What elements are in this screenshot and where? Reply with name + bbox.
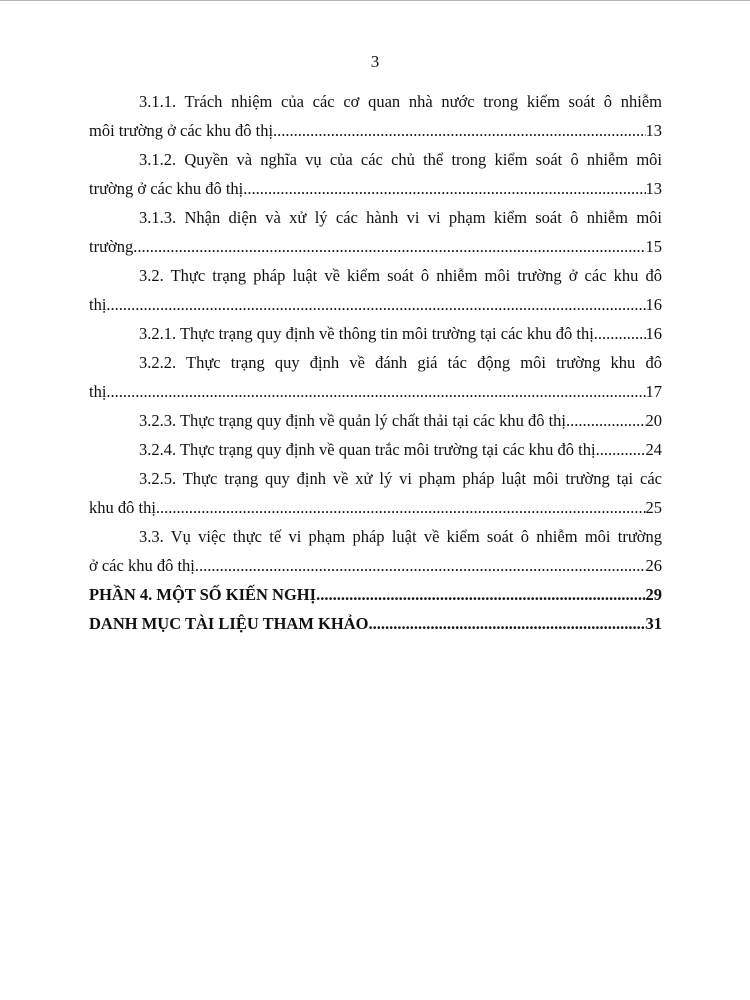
- dot-leader: [156, 493, 646, 522]
- toc-entry-title: DANH MỤC TÀI LIỆU THAM KHẢO: [89, 614, 369, 633]
- toc-entry-title-continued: môi trường ở các khu đô thị: [89, 121, 274, 140]
- toc-page-number: 20: [645, 411, 662, 430]
- toc-entry-3-1-1[interactable]: [89, 87, 662, 145]
- toc-entry-title-continued: thị: [89, 295, 107, 314]
- toc-entry-title: 3.2.3. Thực trạng quy định về quản lý chất thải tại các khu đô thị: [139, 411, 566, 430]
- toc-entry-title: 3.2.5. Thực trạng quy định về xử lý vi phạm pháp luật môi trường tại các: [139, 469, 662, 488]
- toc-page-number: 16: [645, 295, 662, 314]
- toc-entry-3-2[interactable]: [89, 261, 662, 319]
- toc-entry-title: 3.2. Thực trạng pháp luật về kiểm soát ô nhiễm môi trường ở các khu đô: [139, 266, 662, 285]
- toc-entry-title-continued: trường: [89, 237, 134, 256]
- dot-leader: [106, 377, 645, 406]
- toc-page-number: 29: [645, 585, 662, 604]
- toc-entry-3-2-5[interactable]: [89, 464, 662, 522]
- dot-leader: [133, 232, 645, 261]
- table-of-contents: [89, 87, 662, 638]
- toc-entry-3-2-1[interactable]: [89, 319, 662, 348]
- toc-page-number: 13: [645, 179, 662, 198]
- dot-leader: [195, 551, 646, 580]
- dot-leader: [596, 435, 646, 464]
- toc-page-number: 16: [645, 324, 662, 343]
- dot-leader: [368, 609, 645, 638]
- toc-entry-references[interactable]: [89, 609, 662, 638]
- toc-entry-title: 3.1.2. Quyền và nghĩa vụ của các chủ thể trong kiểm soát ô nhiễm môi: [139, 150, 662, 169]
- toc-entry-title: 3.3. Vụ việc thực tế vi phạm pháp luật về kiểm soát ô nhiễm môi trường: [139, 527, 662, 546]
- toc-entry-title-continued: ở các khu đô thị: [89, 556, 195, 575]
- toc-entry-3-2-4[interactable]: [89, 435, 662, 464]
- toc-entry-title: 3.1.3. Nhận diện và xử lý các hành vi vi phạm kiểm soát ô nhiễm môi: [139, 208, 662, 227]
- toc-entry-title: 3.2.2. Thực trạng quy định về đánh giá tác động môi trường khu đô: [139, 353, 662, 372]
- dot-leader: [106, 290, 645, 319]
- dot-leader: [316, 580, 645, 609]
- toc-page-number: 24: [645, 440, 662, 459]
- toc-entry-title-continued: trường ở các khu đô thị: [89, 179, 244, 198]
- toc-entry-part-4[interactable]: [89, 580, 662, 609]
- toc-page-number: 31: [645, 614, 662, 633]
- page-number: 3: [370, 52, 380, 71]
- toc-page-number: 25: [645, 498, 662, 517]
- toc-entry-3-3[interactable]: [89, 522, 662, 580]
- toc-entry-title-continued: khu đô thị: [89, 498, 156, 517]
- dot-leader: [594, 319, 646, 348]
- toc-entry-title: 3.2.1. Thực trạng quy định về thông tin môi trường tại các khu đô thị: [139, 324, 594, 343]
- toc-page-number: 26: [645, 556, 662, 575]
- toc-entry-title: 3.2.4. Thực trạng quy định về quan trắc môi trường tại các khu đô thị: [139, 440, 596, 459]
- top-border-line: [0, 0, 750, 1]
- toc-entry-title: 3.1.1. Trách nhiệm của các cơ quan nhà nước trong kiểm soát ô nhiễm: [139, 92, 662, 111]
- toc-entry-3-2-2[interactable]: [89, 348, 662, 406]
- toc-page-number: 13: [645, 121, 662, 140]
- toc-page-number: 17: [645, 382, 662, 401]
- toc-page-number: 15: [645, 237, 662, 256]
- toc-entry-3-1-3[interactable]: [89, 203, 662, 261]
- toc-entry-3-1-2[interactable]: [89, 145, 662, 203]
- toc-entry-3-2-3[interactable]: [89, 406, 662, 435]
- toc-entry-title: PHẦN 4. MỘT SỐ KIẾN NGHỊ: [89, 585, 317, 604]
- dot-leader: [273, 116, 645, 145]
- toc-entry-title-continued: thị: [89, 382, 107, 401]
- dot-leader: [243, 174, 645, 203]
- dot-leader: [566, 406, 646, 435]
